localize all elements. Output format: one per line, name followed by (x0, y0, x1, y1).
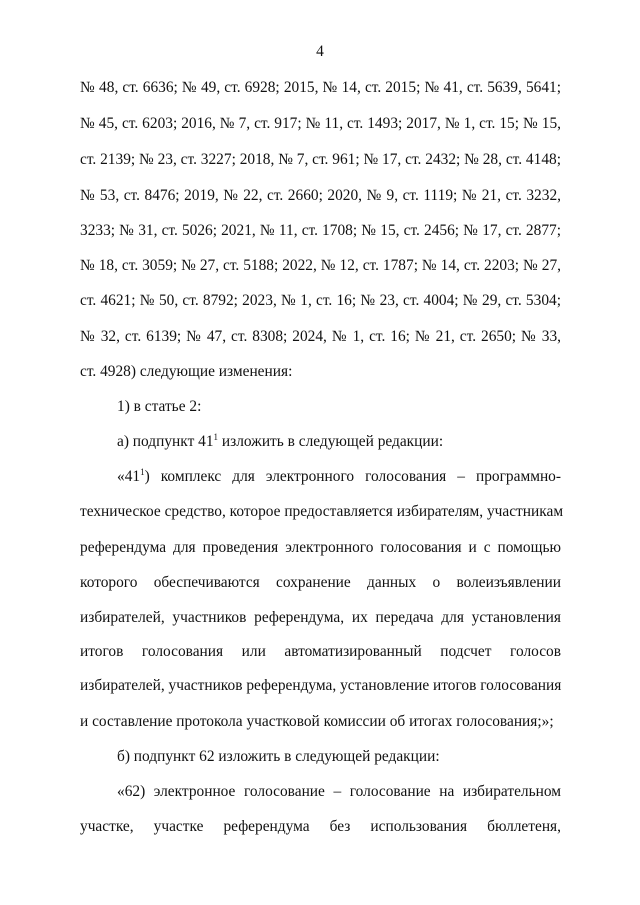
text-line: ст. 4928) следующие изменения: (80, 363, 293, 380)
text-segment: а) подпункт 41 (117, 433, 214, 450)
text-line: № 45, ст. 6203; 2016, № 7, ст. 917; № 11, ст. 1493; 2017, № 1, ст. 15; № 15, (80, 115, 561, 132)
text-line: избирателей, участников референдума, установление итогов голосования (80, 677, 562, 694)
text-line: 1) в статье 2: (117, 398, 202, 415)
superscript-1: 1 (140, 467, 145, 477)
text-line (117, 433, 561, 451)
superscript-1: 1 (213, 432, 219, 442)
text-line: № 32, ст. 6139; № 47, ст. 8308; 2024, № 1, ст. 16; № 21, ст. 2650; № 33, (80, 328, 561, 345)
text-segment: ) комплекс для электронного голосования – программно- (144, 468, 561, 485)
text-line: б) подпункт 62 изложить в следующей редакции: (117, 748, 440, 765)
text-line: избирателей, участников референдума, их передача для установления (80, 609, 561, 626)
page-number: 4 (316, 43, 324, 60)
text-line: № 48, ст. 6636; № 49, ст. 6928; 2015, № 14, ст. 2015; № 41, ст. 5639, 5641; (80, 79, 561, 96)
text-line: ст. 4621; № 50, ст. 8792; 2023, № 1, ст. 16; № 23, ст. 4004; № 29, ст. 5304; (80, 292, 561, 309)
text-line: «62) электронное голосование – голосование на избирательном (117, 783, 561, 800)
text-line: ст. 2139; № 23, ст. 3227; 2018, № 7, ст. 961; № 17, ст. 2432; № 28, ст. 4148; (80, 151, 561, 168)
text-line: техническое средство, которое предоставляется избирателям, участникам (80, 503, 564, 520)
text-line (117, 468, 561, 486)
text-line: и составление протокола участковой комиссии об итогах голосования;»; (80, 713, 554, 730)
text-line: участке, участке референдума без использования бюллетеня, (80, 818, 561, 835)
text-line: референдума для проведения электронного голосования и с помощью (80, 539, 561, 556)
text-segment: «41 (117, 468, 141, 485)
text-line: № 53, ст. 8476; 2019, № 22, ст. 2660; 2020, № 9, ст. 1119; № 21, ст. 3232, (80, 187, 561, 204)
text-line: итогов голосования или автоматизированный подсчет голосов (80, 643, 561, 660)
text-segment: изложить в следующей редакции: (218, 433, 444, 450)
text-line: 3233; № 31, ст. 5026; 2021, № 11, ст. 1708; № 15, ст. 2456; № 17, ст. 2877; (80, 222, 561, 239)
text-line: № 18, ст. 3059; № 27, ст. 5188; 2022, № 12, ст. 1787; № 14, ст. 2203; № 27, (80, 257, 561, 274)
text-line: которого обеспечиваются сохранение данных о волеизъявлении (80, 574, 561, 591)
